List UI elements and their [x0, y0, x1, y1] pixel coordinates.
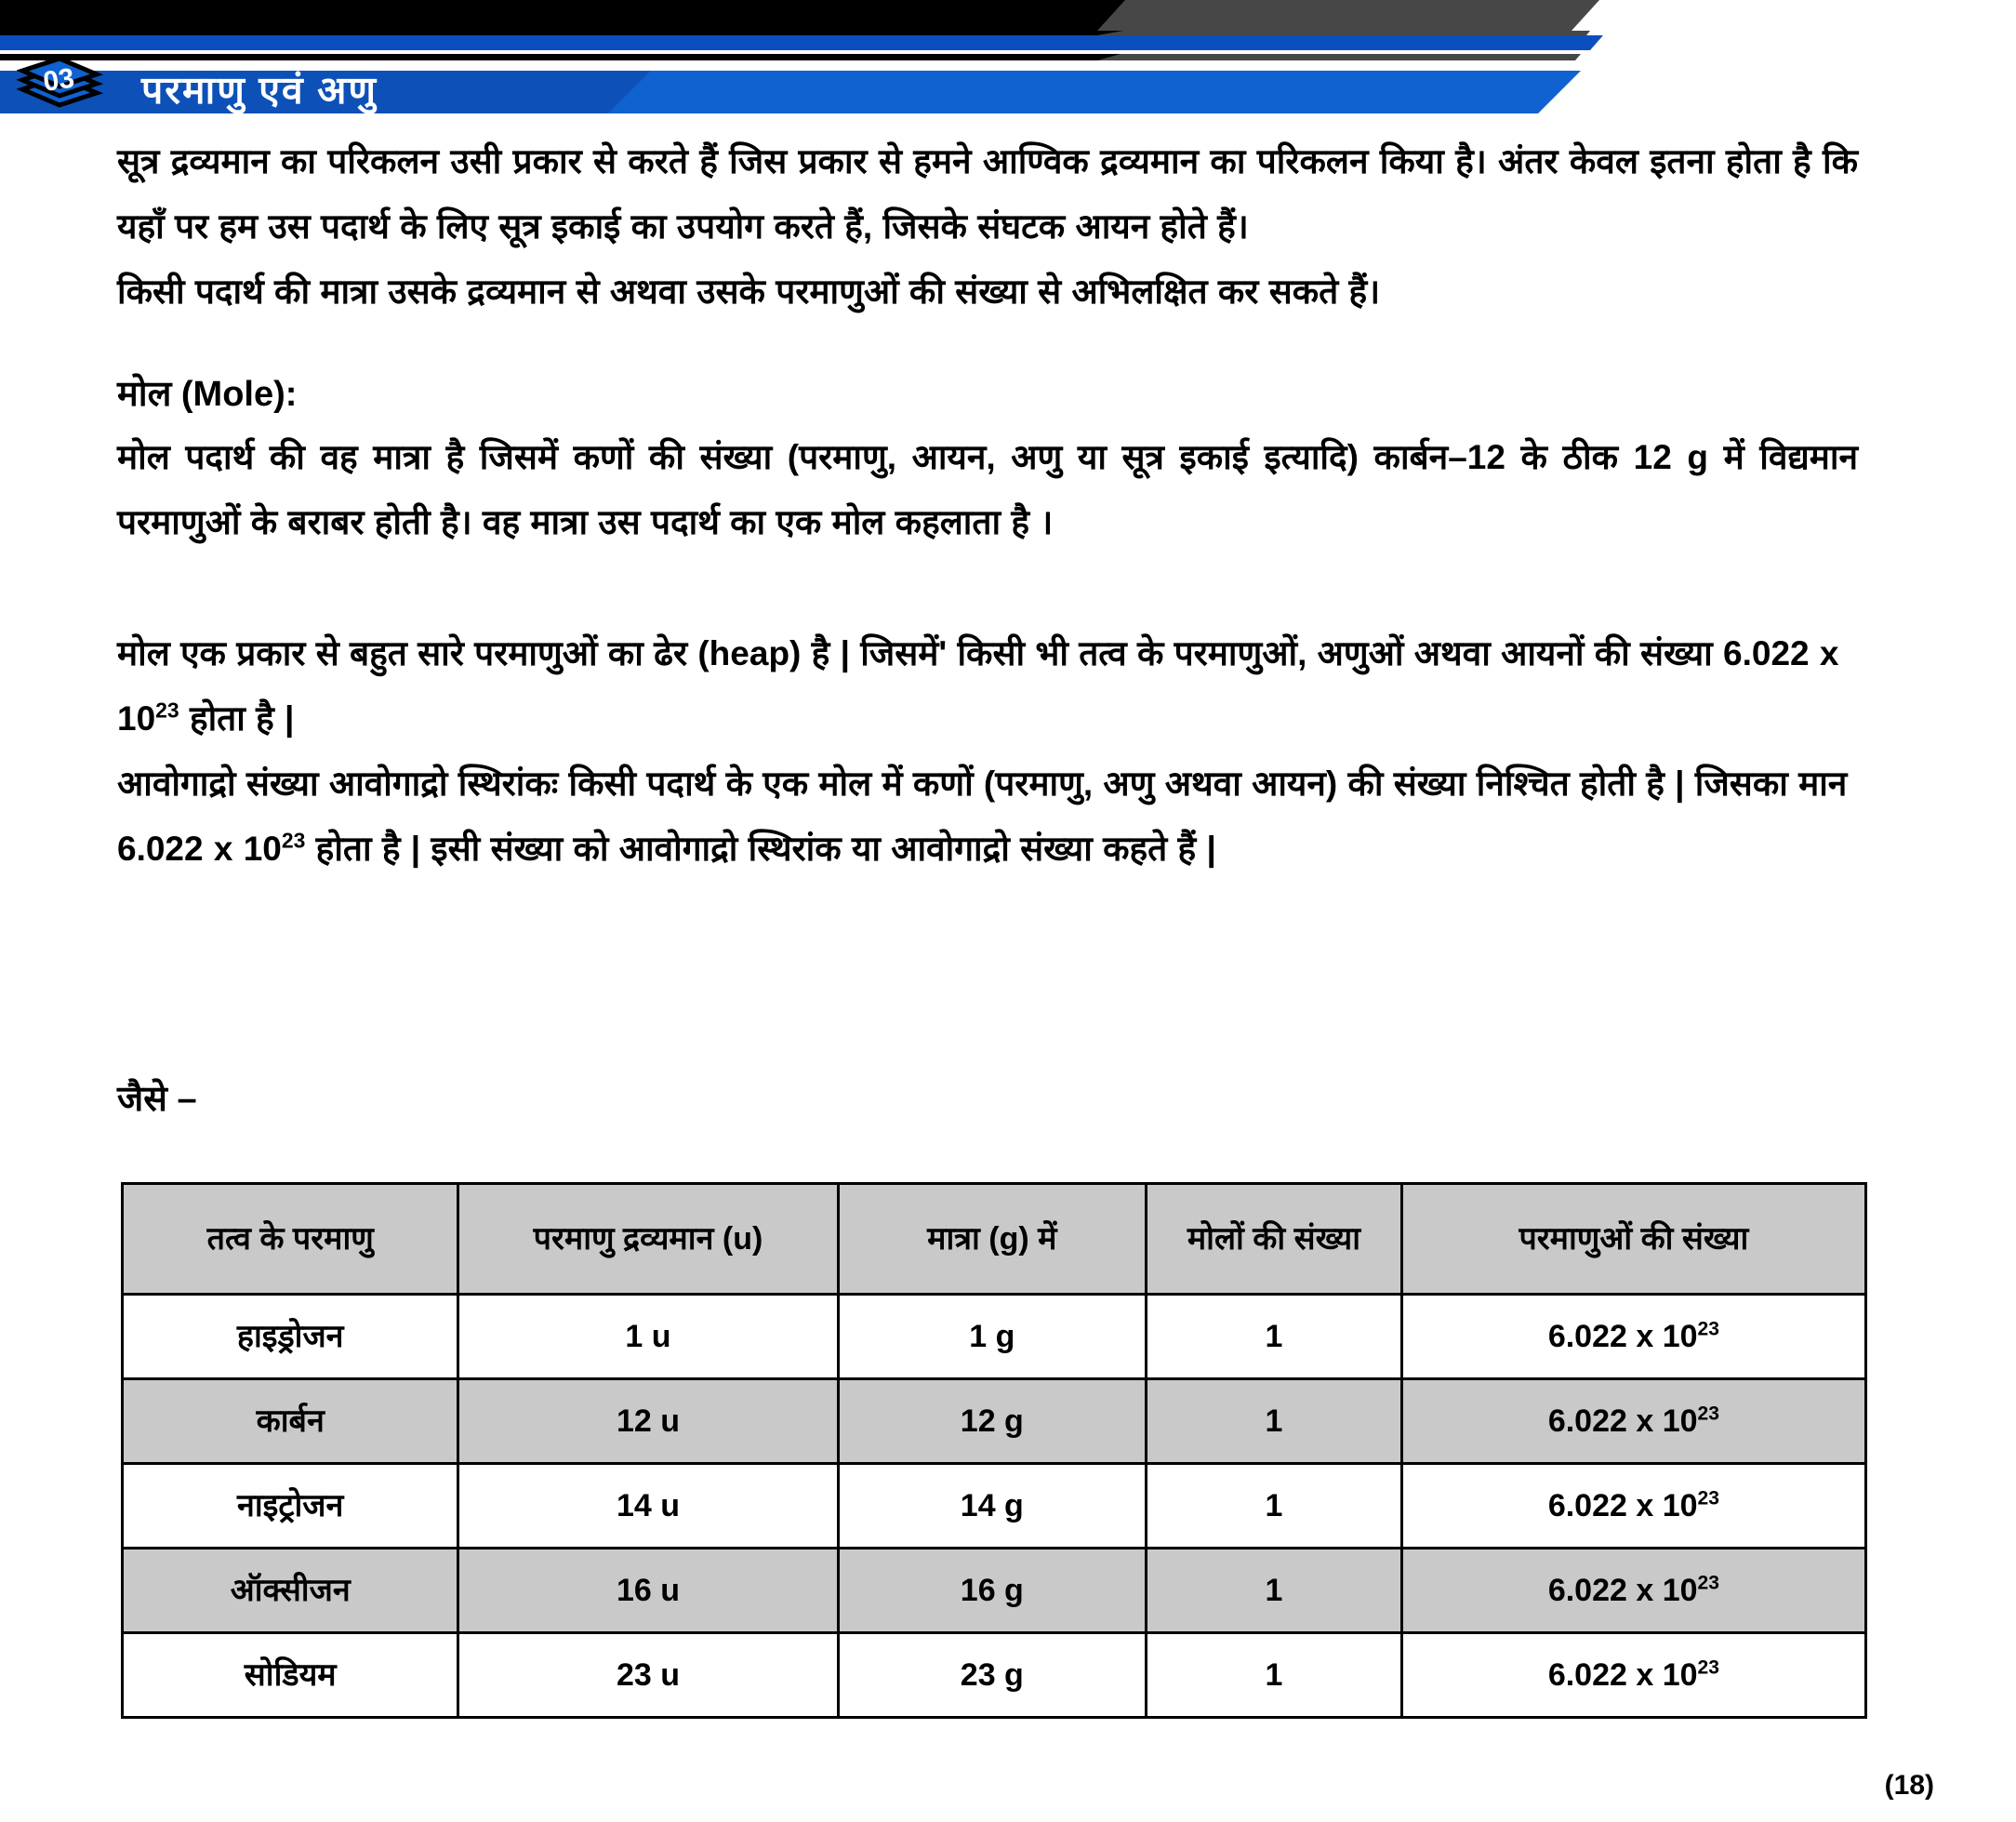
- heading-avogadro-inline: आवोगाद्रो संख्या आवोगाद्रो स्थिरांकः: [117, 765, 559, 803]
- banner-stripe-black-mid: [0, 31, 1128, 35]
- cell-atom-count-base: 6.022 x 10: [1547, 1573, 1698, 1608]
- banner-stripe-gray-lower: [1097, 54, 1581, 60]
- cell-atomic-mass: 14 u: [458, 1464, 838, 1549]
- table-row: [123, 1379, 1866, 1464]
- chapter-title: परमाणु एवं अणु: [141, 69, 378, 112]
- cell-atom-count-exp: 23: [1697, 1318, 1719, 1340]
- cell-element: कार्बन: [123, 1379, 458, 1464]
- cell-atom-count-exp: 23: [1697, 1403, 1719, 1425]
- cell-atom-count-exp: 23: [1697, 1572, 1719, 1594]
- cell-moles: 1: [1147, 1464, 1402, 1549]
- cell-atom-count-exp: 23: [1697, 1487, 1719, 1509]
- paragraph-mole-heap-tail: होता है |: [179, 699, 295, 738]
- column-header-atom-count: परमाणुओं की संख्या: [1401, 1184, 1865, 1295]
- column-header-atomic-mass: परमाणु द्रव्यमान (u): [458, 1184, 838, 1295]
- table-header: [123, 1184, 1866, 1295]
- cell-quantity: 12 g: [838, 1379, 1147, 1464]
- table-row: [123, 1549, 1866, 1633]
- cell-atom-count-base: 6.022 x 10: [1547, 1319, 1698, 1354]
- paragraph-avogadro: [117, 751, 1858, 882]
- cell-moles: 1: [1147, 1549, 1402, 1633]
- cell-element: ऑक्सीजन: [123, 1549, 458, 1633]
- cell-atomic-mass: 16 u: [458, 1549, 838, 1633]
- stacked-books-icon: [17, 52, 117, 113]
- banner-stripe-blue: [0, 35, 1603, 50]
- table-row: [123, 1633, 1866, 1718]
- banner-stripe-gray-mid: [1097, 31, 1590, 35]
- banner-stripe-black-lower: [0, 54, 1122, 60]
- cell-atomic-mass: 12 u: [458, 1379, 838, 1464]
- banner-stripe-gray-top: [1097, 0, 1599, 31]
- table-row: [123, 1295, 1866, 1379]
- column-header-moles: मोलों की संख्या: [1147, 1184, 1402, 1295]
- cell-element: हाइड्रोजन: [123, 1295, 458, 1379]
- page-header-banner: [0, 0, 2016, 113]
- cell-moles: 1: [1147, 1295, 1402, 1379]
- cell-atom-count: [1401, 1549, 1865, 1633]
- cell-atom-count-base: 6.022 x 10: [1547, 1657, 1698, 1693]
- paragraph-mole-heap: [117, 621, 1858, 751]
- cell-atom-count: [1401, 1633, 1865, 1718]
- table-row: [123, 1464, 1866, 1549]
- cell-atom-count: [1401, 1464, 1865, 1549]
- paragraph-avogadro-tail: होता है | इसी संख्या को आवोगाद्रो स्थिरांक या आवोगाद्रो संख्या कहते हैं |: [305, 830, 1216, 868]
- table-header-row: [123, 1184, 1866, 1295]
- cell-element: नाइट्रोजन: [123, 1464, 458, 1549]
- cell-atom-count-exp: 23: [1697, 1656, 1719, 1679]
- cell-quantity: 1 g: [838, 1295, 1147, 1379]
- table-body: [123, 1295, 1866, 1718]
- column-header-quantity: मात्रा (g) में: [838, 1184, 1147, 1295]
- cell-moles: 1: [1147, 1633, 1402, 1718]
- chapter-number-text: 03: [41, 62, 77, 98]
- mole-examples-table: [121, 1182, 1867, 1719]
- paragraph-avogadro-text: किसी पदार्थ के एक मोल में कणों (परमाणु, अणु अथवा आयन) की संख्या निश्चित होती है | जिसका मान 6.022 x 10: [117, 765, 1848, 868]
- column-header-element: तत्व के परमाणु: [123, 1184, 458, 1295]
- example-label: जैसे –: [117, 1080, 197, 1119]
- cell-atom-count-base: 6.022 x 10: [1547, 1403, 1698, 1439]
- paragraph-quantity-of-substance: किसी पदार्थ की मात्रा उसके द्रव्यमान से अथवा उसके परमाणुओं की संख्या से अभिलक्षित कर सकते हैं।: [117, 273, 1381, 311]
- cell-moles: 1: [1147, 1379, 1402, 1464]
- cell-quantity: 23 g: [838, 1633, 1147, 1718]
- cell-quantity: 16 g: [838, 1549, 1147, 1633]
- paragraph-formula-mass: सूत्र द्रव्यमान का परिकलन उसी प्रकार से करते हैं जिस प्रकार से हमने आण्विक द्रव्यमान का परिकलन किया है। अंतर केवल इतना होता है कि यहाँ पर हम उस पदार्थ के लिए सूत्र इकाई का उपयोग करते हैं, जिसके संघटक आयन होते हैं।: [117, 142, 1858, 246]
- cell-atomic-mass: 23 u: [458, 1633, 838, 1718]
- avogadro-exponent-2: 23: [281, 828, 306, 853]
- cell-quantity: 14 g: [838, 1464, 1147, 1549]
- cell-atom-count: [1401, 1379, 1865, 1464]
- cell-atomic-mass: 1 u: [458, 1295, 838, 1379]
- paragraph-mole-definition: मोल पदार्थ की वह मात्रा है जिसमें कणों की संख्या (परमाणु, आयन, अणु या सूत्र इकाई इत्यादि) कार्बन–12 के ठीक 12 g में विद्यमान परमाणुओं के बराबर होती है। वह मात्रा उस पदार्थ का एक मोल कहलाता है ।: [117, 438, 1858, 541]
- heading-mole: मोल (Mole):: [117, 375, 298, 414]
- paragraph-mole-heap-text: मोल एक प्रकार से बहुत सारे परमाणुओं का ढेर (heap) है | जिसमें' किसी भी तत्व के परमाणुओं, अणुओं अथवा आयनों की संख्या 6.022 x 10: [117, 634, 1839, 738]
- cell-element: सोडियम: [123, 1633, 458, 1718]
- page-number: (18): [1884, 1770, 1934, 1801]
- banner-stripe-black-top: [0, 0, 1133, 31]
- avogadro-exponent-1: 23: [155, 698, 179, 723]
- cell-atom-count-base: 6.022 x 10: [1547, 1488, 1698, 1523]
- cell-atom-count: [1401, 1295, 1865, 1379]
